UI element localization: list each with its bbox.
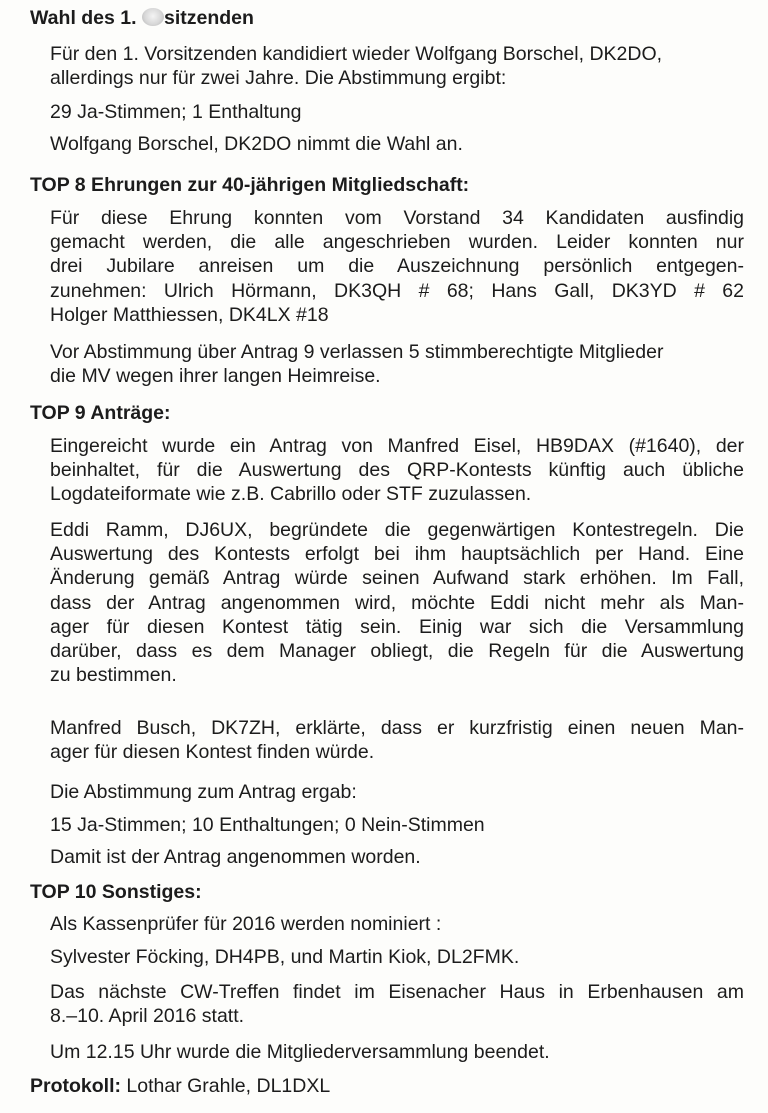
heading-text-end: sitzenden [163, 7, 254, 29]
text-line: drei Jubilare anreisen um die Auszeichnung persönlich entgegen- [50, 255, 744, 278]
top10-paragraph-2 [50, 945, 744, 969]
text-line: Eddi Ramm, DJ6UX, begründete die gegenwärtigen Kontestregeln. Die [50, 519, 744, 541]
wahl-paragraph-3 [50, 132, 744, 156]
protocol-footer [30, 1074, 330, 1098]
text-line: 15 Ja-Stimmen; 10 Enthaltungen; 0 Nein-Stimmen [50, 814, 485, 836]
smudge-mark [142, 8, 164, 26]
text-line: Logdateiformate wie z.B. Cabrillo oder STF zuzulassen. [50, 483, 532, 506]
text-line: Holger Matthiessen, DK4LX #18 [50, 303, 329, 326]
top8-paragraph-2 [50, 340, 744, 388]
text-line: zunehmen: Ulrich Hörmann, DK3QH # 68; Hans Gall, DK3YD # 62 [50, 279, 744, 302]
top9-paragraph-4 [50, 780, 744, 804]
top9-paragraph-2 [50, 518, 744, 687]
top9-paragraph-6 [50, 845, 744, 869]
text-line: Eingereicht wurde ein Antrag von Manfred Eisel, HB9DAX (#1640), der [50, 435, 744, 457]
top10-paragraph-4 [50, 1040, 744, 1064]
text-line: Änderung gemäß Antrag würde seinen Aufwand stark erhöhen. Im Fall, [50, 567, 744, 590]
top9-paragraph-1 [50, 434, 744, 507]
text-line: Als Kassenprüfer für 2016 werden nominiert : [50, 913, 442, 935]
section-heading-wahl [30, 6, 254, 30]
text-line: ager für diesen Kontest tätig sein. Einig war sich die Versammlung [50, 615, 744, 638]
text-line: Sylvester Föcking, DH4PB, und Martin Kiok, DL2FMK. [50, 946, 520, 968]
text-line: Manfred Busch, DK7ZH, erklärte, dass er kurzfristig einen neuen Man- [50, 717, 744, 739]
text-line: Das nächste CW-Treffen findet im Eisenacher Haus in Erbenhausen am [50, 981, 744, 1003]
text-line: 8.–10. April 2016 statt. [50, 1005, 245, 1028]
top8-paragraph-1 [50, 206, 744, 327]
section-heading-top8: TOP 8 Ehrungen zur 40-jährigen Mitgliedschaft: [30, 174, 470, 196]
text-line: 29 Ja-Stimmen; 1 Enthaltung [50, 101, 302, 123]
top9-paragraph-5 [50, 813, 744, 837]
text-line: Vor Abstimmung über Antrag 9 verlassen 5 stimmberechtigte Mitglieder [50, 341, 664, 363]
text-line: beinhaltet, für die Auswertung des QRP-Kontests künftig auch übliche [50, 459, 744, 482]
wahl-paragraph-1 [50, 42, 744, 90]
text-line: Für diese Ehrung konnten vom Vorstand 34 Kandidaten ausfindig [50, 207, 744, 229]
protocol-author: Lothar Grahle, DL1DXL [121, 1075, 331, 1097]
wahl-paragraph-2 [50, 100, 744, 124]
text-line: Wolfgang Borschel, DK2DO nimmt die Wahl an. [50, 133, 463, 155]
text-line: Die Abstimmung zum Antrag ergab: [50, 781, 357, 803]
text-line: zu bestimmen. [50, 664, 177, 687]
protocol-label: Protokoll: [30, 1075, 121, 1097]
text-line: darüber, dass es dem Manager obliegt, die Regeln für die Auswertung [50, 640, 744, 663]
section-heading-top10: TOP 10 Sonstiges: [30, 881, 202, 903]
heading-text-start: Wahl des 1. [30, 7, 142, 29]
top10-paragraph-3 [50, 980, 744, 1028]
text-line: allerdings nur für zwei Jahre. Die Abstimmung ergibt: [50, 67, 507, 90]
text-line: gemacht werden, die alle angeschrieben wurden. Leider konnten nur [50, 231, 744, 254]
top9-paragraph-3 [50, 716, 744, 764]
section-heading-top9: TOP 9 Anträge: [30, 402, 171, 424]
text-line: Damit ist der Antrag angenommen worden. [50, 846, 421, 868]
text-line: Um 12.15 Uhr wurde die Mitgliederversammlung beendet. [50, 1041, 550, 1063]
text-line: ager für diesen Kontest finden würde. [50, 741, 375, 764]
text-line: Für den 1. Vorsitzenden kandidiert wieder Wolfgang Borschel, DK2DO, [50, 43, 663, 65]
text-line: Auswertung des Kontests erfolgt bei ihm hauptsächlich per Hand. Eine [50, 543, 744, 566]
text-line: die MV wegen ihrer langen Heimreise. [50, 365, 381, 388]
text-line: dass der Antrag angenommen wird, möchte Eddi nicht mehr als Man- [50, 591, 744, 614]
top10-paragraph-1 [50, 912, 744, 936]
